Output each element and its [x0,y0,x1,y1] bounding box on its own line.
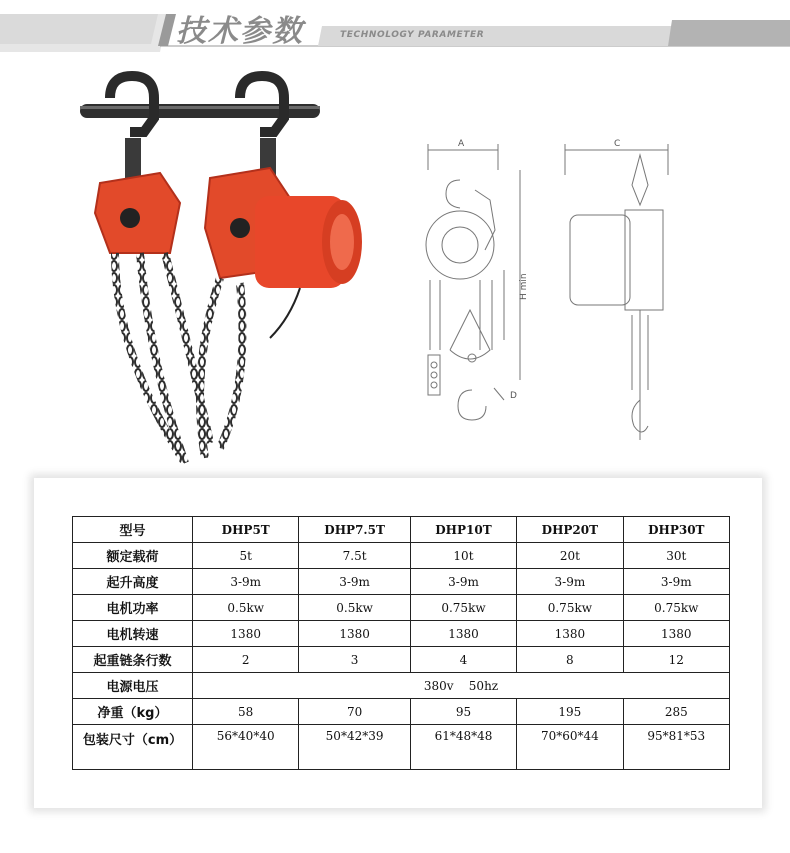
table-cell: 10t [410,543,516,569]
row-label-lift-height: 起升高度 [73,569,193,595]
table-row [73,647,730,673]
table-cell: 3-9m [410,569,516,595]
page-title: 技术参数 [176,14,304,49]
dim-label-hmin: H min [519,273,529,300]
table-row [73,621,730,647]
table-cell: 3-9m [299,569,410,595]
table-row [73,699,730,725]
row-label-net-weight: 净重（kg） [73,699,193,725]
table-cell: 12 [623,647,729,673]
table-row [73,595,730,621]
table-cell: 1380 [623,621,729,647]
table-cell: 0.75kw [517,595,623,621]
table-cell: 3 [299,647,410,673]
table-cell: 285 [623,699,729,725]
table-cell: 58 [193,699,299,725]
spec-table [72,516,730,770]
product-photo [70,68,370,483]
model-cell: DHP20T [517,517,623,543]
model-cell: DHP5T [193,517,299,543]
table-cell: 1380 [299,621,410,647]
table-cell: 3-9m [193,569,299,595]
dimension-drawing [400,130,700,460]
table-cell: 2 [193,647,299,673]
table-cell: 70*60*44 [517,725,623,770]
row-label-motor-power: 电机功率 [73,595,193,621]
page-subtitle: TECHNOLOGY PARAMETER [340,30,485,40]
table-cell: 1380 [517,621,623,647]
table-cell: 0.5kw [299,595,410,621]
row-label-voltage: 电源电压 [73,673,193,699]
header-banner [0,0,790,60]
table-cell: 0.75kw [410,595,516,621]
table-cell: 56*40*40 [193,725,299,770]
table-cell: 3-9m [517,569,623,595]
table-cell: 30t [623,543,729,569]
table-row [73,543,730,569]
row-label-chain-falls: 起重链条行数 [73,647,193,673]
table-cell: 0.5kw [193,595,299,621]
row-label-motor-speed: 电机转速 [73,621,193,647]
model-cell: DHP7.5T [299,517,410,543]
table-cell: 7.5t [299,543,410,569]
dim-label-c: C [614,139,621,149]
model-cell: DHP10T [410,517,516,543]
dim-label-d: D [510,391,517,401]
row-label-rated-load: 额定载荷 [73,543,193,569]
table-cell: 50*42*39 [299,725,410,770]
table-row [73,725,730,770]
table-cell: 3-9m [623,569,729,595]
table-cell: 1380 [410,621,516,647]
table-cell: 70 [299,699,410,725]
table-header-row [73,517,730,543]
table-cell: 195 [517,699,623,725]
table-cell: 95 [410,699,516,725]
dim-label-a: A [458,139,465,149]
table-row [73,569,730,595]
table-cell: 0.75kw [623,595,729,621]
table-cell: 20t [517,543,623,569]
table-row [73,673,730,699]
table-cell: 8 [517,647,623,673]
table-cell: 5t [193,543,299,569]
table-cell: 61*48*48 [410,725,516,770]
voltage-cell: 380v 50hz [193,673,730,699]
model-cell: DHP30T [623,517,729,543]
table-cell: 4 [410,647,516,673]
row-label-model: 型号 [73,517,193,543]
table-cell: 1380 [193,621,299,647]
row-label-package-size: 包装尺寸（cm） [73,725,193,770]
table-cell: 95*81*53 [623,725,729,770]
